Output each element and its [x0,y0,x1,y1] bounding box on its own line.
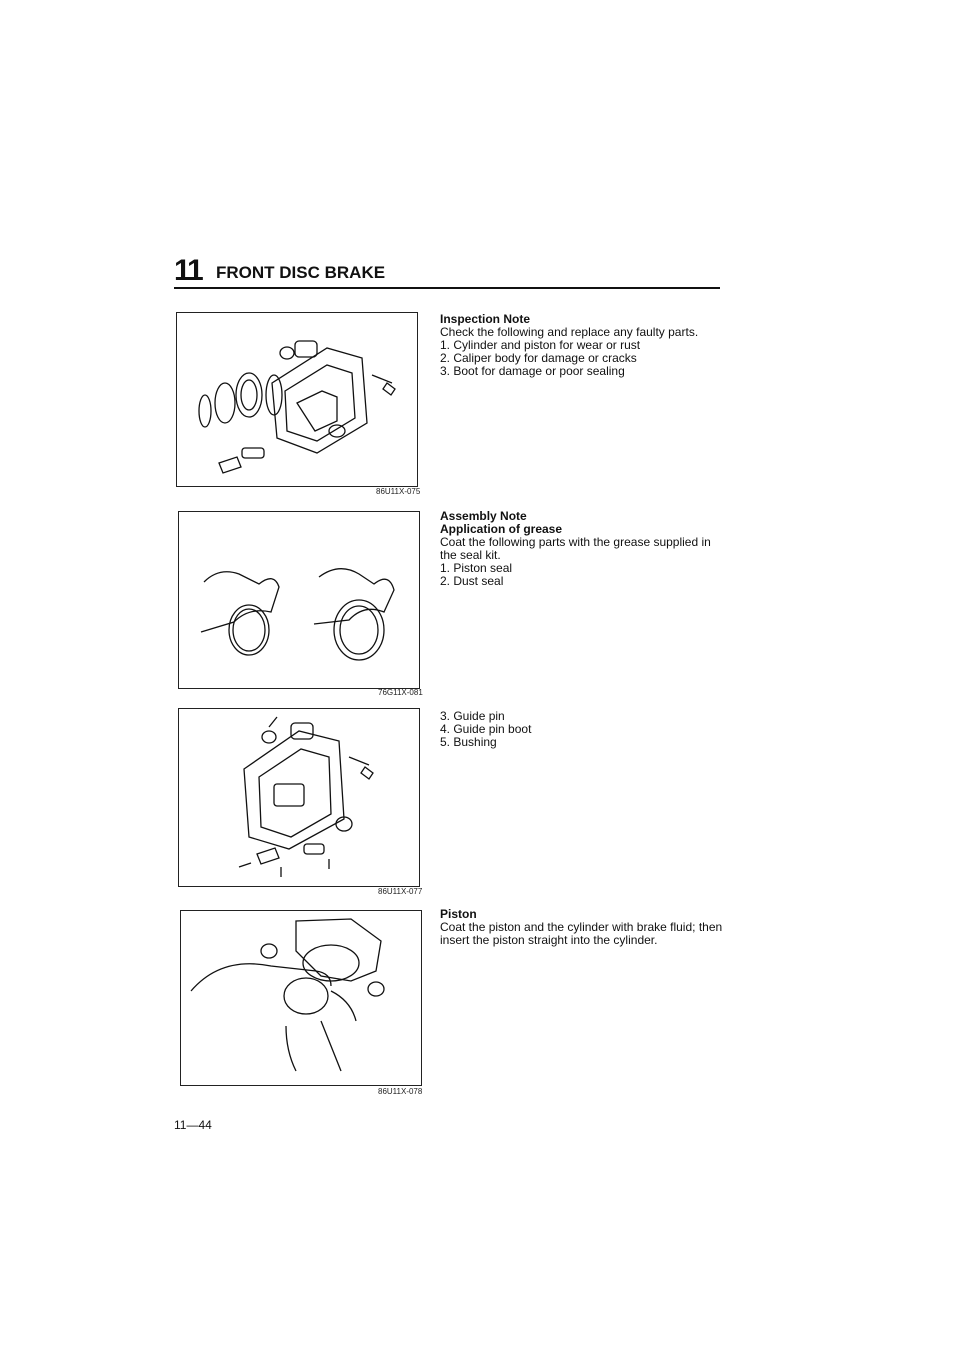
page-header [174,254,720,288]
inspection-item: 2. Caliper body for damage or cracks [440,351,637,365]
assembly-item: 1. Piston seal [440,561,513,575]
assembly-intro: Coat the following parts with the grease supplied in [440,535,711,549]
seal-grease-illustration [179,512,419,688]
inspection-title: Inspection Note [440,312,531,326]
figure-caliper-exploded [176,312,418,487]
assembly-title: Assembly Note [440,509,527,523]
assembly-item: 5. Bushing [440,735,497,749]
piston-note [440,908,730,947]
assembly-item: 2. Dust seal [440,574,504,588]
figure-seal-grease [178,511,420,689]
piston-text: Coat the piston and the cylinder with brake fluid; then [440,920,723,934]
page-number: 11—44 [174,1118,212,1132]
assembly-item: 3. Guide pin [440,709,505,723]
assembly-item: 4. Guide pin boot [440,722,532,736]
guide-pins-illustration [179,709,419,886]
inspection-item: 3. Boot for damage or poor sealing [440,364,625,378]
figure-code: 86U11X-077 [378,887,423,896]
piston-text: insert the piston straight into the cylinder. [440,933,658,947]
piston-title: Piston [440,907,477,921]
inspection-intro: Check the following and replace any faulty parts. [440,325,699,339]
figure-code: 86U11X-075 [376,487,421,496]
figure-code: 86U11X-078 [378,1087,423,1096]
assembly-note [440,510,730,588]
caliper-exploded-illustration [177,313,417,486]
assembly-note-cont [440,710,730,749]
figure-piston-insert [180,910,422,1086]
figure-code: 76G11X-081 [378,688,423,697]
chapter-title: FRONT DISC BRAKE [216,263,386,282]
header-rule [174,287,720,289]
figure-guide-pins [178,708,420,887]
inspection-item: 1. Cylinder and piston for wear or rust [440,338,641,352]
chapter-number: 11 [174,254,202,287]
assembly-subtitle: Application of grease [440,522,563,536]
piston-insert-illustration [181,911,421,1085]
inspection-note [440,313,730,378]
assembly-intro: the seal kit. [440,548,501,562]
